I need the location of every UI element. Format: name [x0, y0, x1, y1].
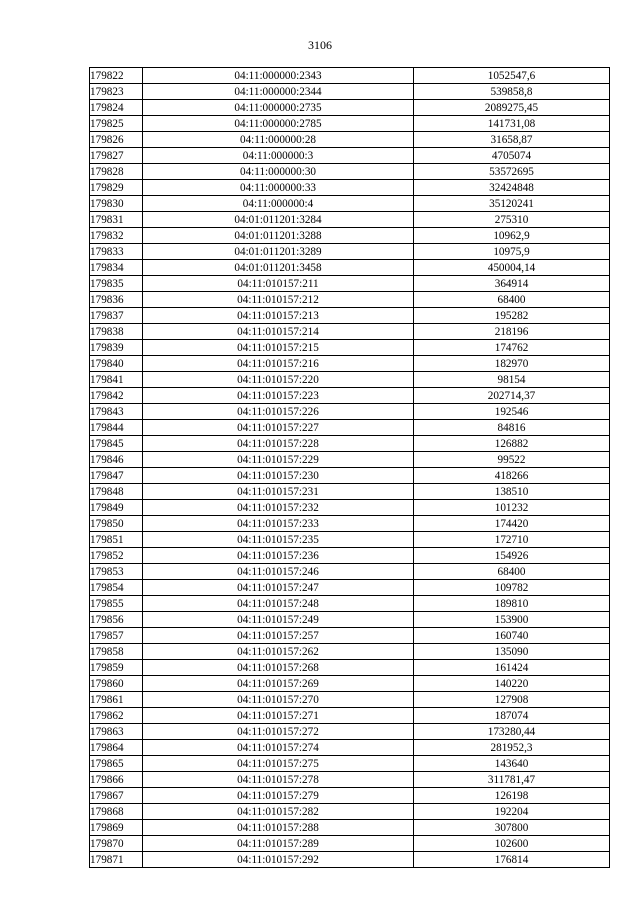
- cadastral-number-cell: 04:11:000000:30: [143, 164, 414, 180]
- row-number-cell: 179847: [90, 468, 143, 484]
- value-cell: 307800: [414, 820, 610, 836]
- table-row: [90, 612, 610, 628]
- value-cell: 4705074: [414, 148, 610, 164]
- cadastral-number-cell: 04:11:010157:223: [143, 388, 414, 404]
- row-number-cell: 179849: [90, 500, 143, 516]
- row-number-cell: 179845: [90, 436, 143, 452]
- row-number-cell: 179850: [90, 516, 143, 532]
- row-number-cell: 179839: [90, 340, 143, 356]
- row-number-cell: 179860: [90, 676, 143, 692]
- row-number-cell: 179865: [90, 756, 143, 772]
- row-number-cell: 179857: [90, 628, 143, 644]
- cadastral-number-cell: 04:11:010157:229: [143, 452, 414, 468]
- value-cell: 10975,9: [414, 244, 610, 260]
- row-number-cell: 179863: [90, 724, 143, 740]
- value-cell: 32424848: [414, 180, 610, 196]
- table-row: [90, 356, 610, 372]
- table-row: [90, 436, 610, 452]
- value-cell: 218196: [414, 324, 610, 340]
- row-number-cell: 179869: [90, 820, 143, 836]
- table-row: [90, 500, 610, 516]
- value-cell: 172710: [414, 532, 610, 548]
- value-cell: 2089275,45: [414, 100, 610, 116]
- value-cell: 138510: [414, 484, 610, 500]
- value-cell: 189810: [414, 596, 610, 612]
- cadastral-number-cell: 04:11:010157:274: [143, 740, 414, 756]
- value-cell: 101232: [414, 500, 610, 516]
- cadastral-number-cell: 04:11:010157:220: [143, 372, 414, 388]
- table-row: [90, 420, 610, 436]
- table-row: [90, 452, 610, 468]
- table-row: [90, 148, 610, 164]
- row-number-cell: 179842: [90, 388, 143, 404]
- value-cell: 154926: [414, 548, 610, 564]
- table-row: [90, 388, 610, 404]
- table-row: [90, 836, 610, 852]
- row-number-cell: 179859: [90, 660, 143, 676]
- row-number-cell: 179825: [90, 116, 143, 132]
- table-row: [90, 340, 610, 356]
- row-number-cell: 179862: [90, 708, 143, 724]
- row-number-cell: 179848: [90, 484, 143, 500]
- cadastral-number-cell: 04:11:010157:272: [143, 724, 414, 740]
- cadastral-number-cell: 04:11:000000:2343: [143, 68, 414, 84]
- row-number-cell: 179827: [90, 148, 143, 164]
- cadastral-number-cell: 04:11:010157:246: [143, 564, 414, 580]
- table-row: [90, 68, 610, 84]
- table-row: [90, 84, 610, 100]
- table-row: [90, 196, 610, 212]
- cadastral-number-cell: 04:11:010157:232: [143, 500, 414, 516]
- value-cell: 202714,37: [414, 388, 610, 404]
- row-number-cell: 179823: [90, 84, 143, 100]
- row-number-cell: 179833: [90, 244, 143, 260]
- table-row: [90, 660, 610, 676]
- cadastral-number-cell: 04:11:010157:233: [143, 516, 414, 532]
- table-row: [90, 756, 610, 772]
- value-cell: 31658,87: [414, 132, 610, 148]
- cadastral-number-cell: 04:11:000000:33: [143, 180, 414, 196]
- value-cell: 161424: [414, 660, 610, 676]
- row-number-cell: 179867: [90, 788, 143, 804]
- row-number-cell: 179864: [90, 740, 143, 756]
- cadastral-number-cell: 04:11:010157:257: [143, 628, 414, 644]
- table-row: [90, 100, 610, 116]
- table-row: [90, 820, 610, 836]
- cadastral-number-cell: 04:11:010157:227: [143, 420, 414, 436]
- row-number-cell: 179871: [90, 852, 143, 868]
- table-row: [90, 180, 610, 196]
- row-number-cell: 179846: [90, 452, 143, 468]
- table-row: [90, 548, 610, 564]
- cadastral-number-cell: 04:11:010157:230: [143, 468, 414, 484]
- cadastral-number-cell: 04:11:010157:279: [143, 788, 414, 804]
- row-number-cell: 179853: [90, 564, 143, 580]
- registry-table-body: [90, 68, 610, 868]
- cadastral-number-cell: 04:11:010157:216: [143, 356, 414, 372]
- row-number-cell: 179822: [90, 68, 143, 84]
- cadastral-number-cell: 04:11:010157:249: [143, 612, 414, 628]
- row-number-cell: 179837: [90, 308, 143, 324]
- cadastral-number-cell: 04:11:010157:271: [143, 708, 414, 724]
- row-number-cell: 179858: [90, 644, 143, 660]
- value-cell: 182970: [414, 356, 610, 372]
- cadastral-number-cell: 04:11:010157:247: [143, 580, 414, 596]
- row-number-cell: 179830: [90, 196, 143, 212]
- cadastral-number-cell: 04:11:010157:228: [143, 436, 414, 452]
- table-row: [90, 772, 610, 788]
- table-row: [90, 468, 610, 484]
- cadastral-number-cell: 04:01:011201:3288: [143, 228, 414, 244]
- cadastral-number-cell: 04:11:000000:3: [143, 148, 414, 164]
- value-cell: 127908: [414, 692, 610, 708]
- value-cell: 10962,9: [414, 228, 610, 244]
- cadastral-number-cell: 04:01:011201:3458: [143, 260, 414, 276]
- row-number-cell: 179868: [90, 804, 143, 820]
- row-number-cell: 179824: [90, 100, 143, 116]
- value-cell: 53572695: [414, 164, 610, 180]
- table-row: [90, 532, 610, 548]
- cadastral-number-cell: 04:11:000000:4: [143, 196, 414, 212]
- table-row: [90, 708, 610, 724]
- row-number-cell: 179866: [90, 772, 143, 788]
- cadastral-number-cell: 04:11:010157:211: [143, 276, 414, 292]
- table-row: [90, 292, 610, 308]
- row-number-cell: 179843: [90, 404, 143, 420]
- row-number-cell: 179838: [90, 324, 143, 340]
- value-cell: 140220: [414, 676, 610, 692]
- table-row: [90, 164, 610, 180]
- row-number-cell: 179834: [90, 260, 143, 276]
- row-number-cell: 179836: [90, 292, 143, 308]
- table-row: [90, 212, 610, 228]
- value-cell: 135090: [414, 644, 610, 660]
- table-row: [90, 132, 610, 148]
- table-row: [90, 308, 610, 324]
- cadastral-number-cell: 04:11:010157:226: [143, 404, 414, 420]
- row-number-cell: 179835: [90, 276, 143, 292]
- cadastral-number-cell: 04:11:010157:236: [143, 548, 414, 564]
- table-row: [90, 260, 610, 276]
- table-row: [90, 788, 610, 804]
- cadastral-number-cell: 04:11:010157:269: [143, 676, 414, 692]
- value-cell: 192204: [414, 804, 610, 820]
- value-cell: 1052547,6: [414, 68, 610, 84]
- row-number-cell: 179855: [90, 596, 143, 612]
- table-row: [90, 804, 610, 820]
- table-row: [90, 484, 610, 500]
- table-row: [90, 692, 610, 708]
- cadastral-number-cell: 04:11:010157:288: [143, 820, 414, 836]
- value-cell: 195282: [414, 308, 610, 324]
- cadastral-number-cell: 04:11:000000:2785: [143, 116, 414, 132]
- value-cell: 68400: [414, 564, 610, 580]
- table-row: [90, 580, 610, 596]
- value-cell: 192546: [414, 404, 610, 420]
- table-row: [90, 724, 610, 740]
- row-number-cell: 179841: [90, 372, 143, 388]
- cadastral-number-cell: 04:11:010157:278: [143, 772, 414, 788]
- table-row: [90, 276, 610, 292]
- table-row: [90, 852, 610, 868]
- value-cell: 450004,14: [414, 260, 610, 276]
- value-cell: 281952,3: [414, 740, 610, 756]
- value-cell: 176814: [414, 852, 610, 868]
- value-cell: 173280,44: [414, 724, 610, 740]
- cadastral-number-cell: 04:11:010157:270: [143, 692, 414, 708]
- row-number-cell: 179831: [90, 212, 143, 228]
- value-cell: 126882: [414, 436, 610, 452]
- cadastral-number-cell: 04:11:000000:2344: [143, 84, 414, 100]
- table-row: [90, 324, 610, 340]
- table-row: [90, 228, 610, 244]
- page-number: 3106: [308, 38, 332, 52]
- cadastral-number-cell: 04:11:010157:292: [143, 852, 414, 868]
- table-row: [90, 516, 610, 532]
- value-cell: 311781,47: [414, 772, 610, 788]
- table-row: [90, 644, 610, 660]
- table-row: [90, 628, 610, 644]
- table-row: [90, 676, 610, 692]
- value-cell: 187074: [414, 708, 610, 724]
- value-cell: 84816: [414, 420, 610, 436]
- row-number-cell: 179840: [90, 356, 143, 372]
- cadastral-number-cell: 04:01:011201:3284: [143, 212, 414, 228]
- value-cell: 418266: [414, 468, 610, 484]
- row-number-cell: 179832: [90, 228, 143, 244]
- value-cell: 539858,8: [414, 84, 610, 100]
- row-number-cell: 179856: [90, 612, 143, 628]
- table-row: [90, 116, 610, 132]
- value-cell: 153900: [414, 612, 610, 628]
- row-number-cell: 179852: [90, 548, 143, 564]
- cadastral-number-cell: 04:11:010157:275: [143, 756, 414, 772]
- cadastral-number-cell: 04:11:000000:28: [143, 132, 414, 148]
- cadastral-number-cell: 04:11:000000:2735: [143, 100, 414, 116]
- cadastral-number-cell: 04:11:010157:282: [143, 804, 414, 820]
- cadastral-number-cell: 04:11:010157:215: [143, 340, 414, 356]
- table-row: [90, 404, 610, 420]
- cadastral-number-cell: 04:11:010157:262: [143, 644, 414, 660]
- value-cell: 364914: [414, 276, 610, 292]
- value-cell: 102600: [414, 836, 610, 852]
- value-cell: 143640: [414, 756, 610, 772]
- value-cell: 35120241: [414, 196, 610, 212]
- value-cell: 174420: [414, 516, 610, 532]
- value-cell: 98154: [414, 372, 610, 388]
- row-number-cell: 179851: [90, 532, 143, 548]
- row-number-cell: 179829: [90, 180, 143, 196]
- row-number-cell: 179826: [90, 132, 143, 148]
- cadastral-number-cell: 04:11:010157:213: [143, 308, 414, 324]
- value-cell: 174762: [414, 340, 610, 356]
- table-row: [90, 244, 610, 260]
- table-row: [90, 564, 610, 580]
- row-number-cell: 179854: [90, 580, 143, 596]
- cadastral-number-cell: 04:11:010157:231: [143, 484, 414, 500]
- cadastral-number-cell: 04:11:010157:235: [143, 532, 414, 548]
- table-row: [90, 596, 610, 612]
- cadastral-number-cell: 04:11:010157:289: [143, 836, 414, 852]
- table-row: [90, 372, 610, 388]
- table-row: [90, 740, 610, 756]
- row-number-cell: 179861: [90, 692, 143, 708]
- cadastral-number-cell: 04:11:010157:248: [143, 596, 414, 612]
- value-cell: 99522: [414, 452, 610, 468]
- value-cell: 275310: [414, 212, 610, 228]
- row-number-cell: 179844: [90, 420, 143, 436]
- row-number-cell: 179870: [90, 836, 143, 852]
- value-cell: 68400: [414, 292, 610, 308]
- value-cell: 141731,08: [414, 116, 610, 132]
- value-cell: 109782: [414, 580, 610, 596]
- row-number-cell: 179828: [90, 164, 143, 180]
- value-cell: 126198: [414, 788, 610, 804]
- value-cell: 160740: [414, 628, 610, 644]
- cadastral-number-cell: 04:11:010157:212: [143, 292, 414, 308]
- registry-table: [89, 67, 610, 868]
- cadastral-number-cell: 04:11:010157:268: [143, 660, 414, 676]
- cadastral-number-cell: 04:01:011201:3289: [143, 244, 414, 260]
- cadastral-number-cell: 04:11:010157:214: [143, 324, 414, 340]
